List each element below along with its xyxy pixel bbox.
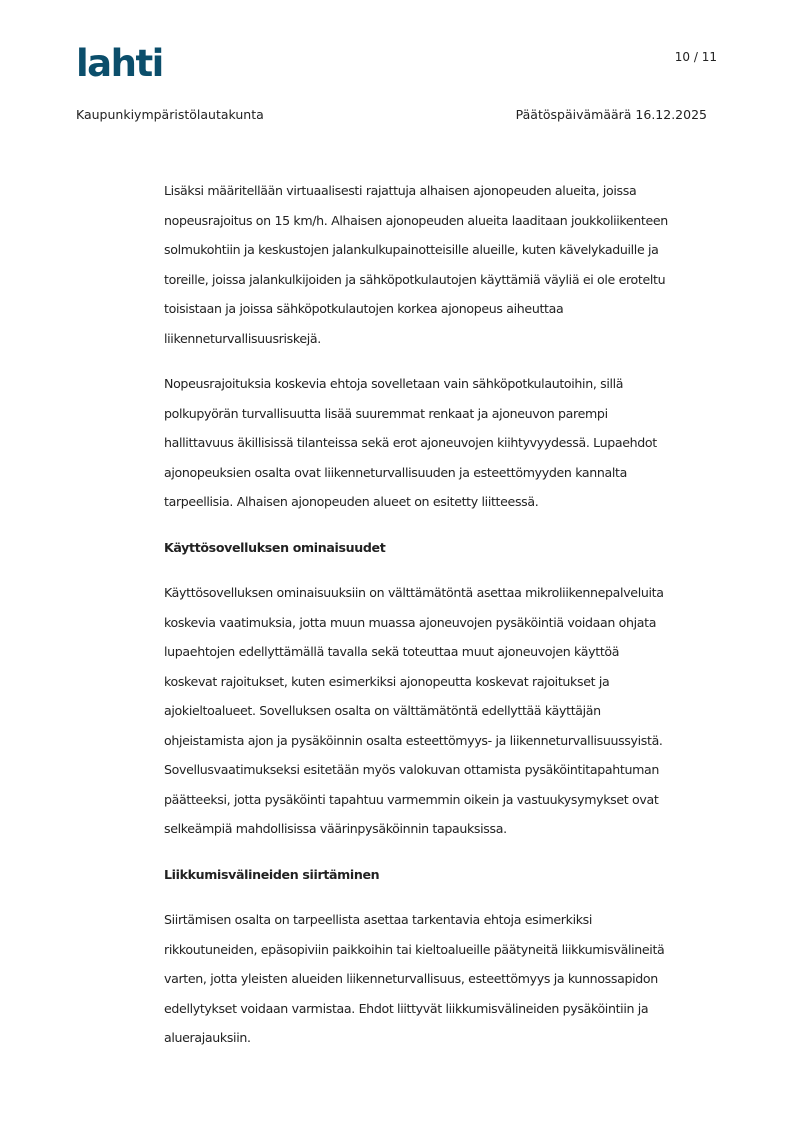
text-line: toreille, joissa jalankulkijoiden ja sähköpotkulautojen käyttämiä väyliä ei ole eroteltu: [164, 271, 666, 287]
text-line: hallittavuus äkillisissä tilanteissa sekä erot ajoneuvojen kiihtyvyydessä. Lupaehdot: [164, 435, 657, 450]
paragraph-vehicle-removal: [164, 905, 724, 1053]
paragraph-app-features: [164, 578, 724, 844]
paragraph-speed-limits: [164, 369, 724, 517]
paragraph-low-speed-areas: [164, 176, 724, 353]
text-line: ohjeistamista ajon ja pysäköinnin osalta esteettömyys- ja liikenneturvallisuussyistä.: [164, 732, 663, 748]
text-line: varten, jotta yleisten alueiden liikenneturvallisuus, esteettömyys ja kunnossapidon: [164, 971, 658, 986]
text-line: koskevat rajoitukset, kuten esimerkiksi ajonopeutta koskevat rajoitukset ja: [164, 673, 610, 689]
text-line: ajonopeuksien osalta ovat liikenneturvallisuuden ja esteettömyyden kannalta: [164, 464, 628, 480]
text-line: Nopeusrajoituksia koskevia ehtoja sovelletaan vain sähköpotkulautoihin, sillä: [164, 376, 624, 391]
text-line: toisistaan ja joissa sähköpotkulautojen korkea ajonopeus aiheuttaa: [164, 301, 564, 316]
text-line: nopeusrajoitus on 15 km/h. Alhaisen ajonopeuden alueita laaditaan joukkoliikenteen: [164, 212, 668, 228]
text-line: Käyttösovelluksen ominaisuuksiin on välttämätöntä asettaa mikroliikennepalveluita: [164, 585, 664, 600]
lahti-logo: lahti: [76, 42, 163, 85]
document-body: [164, 176, 724, 1069]
text-line: liikenneturvallisuusriskejä.: [164, 330, 321, 346]
text-line: selkeämpiä mahdollisissa väärinpysäköinnin tapauksissa.: [164, 821, 507, 836]
text-line: edellytykset voidaan varmistaa. Ehdot liittyvät liikkumisvälineiden pysäköintiin ja: [164, 1000, 649, 1016]
text-line: Lisäksi määritellään virtuaalisesti rajattuja alhaisen ajonopeuden alueita, joissa: [164, 183, 637, 198]
text-line: lupaehtojen edellyttämällä tavalla sekä toteuttaa muut ajoneuvojen käyttöä: [164, 644, 620, 659]
text-line: ajokieltoalueet. Sovelluksen osalta on välttämätöntä edellyttää käyttäjän: [164, 703, 601, 718]
text-line: rikkoutuneiden, epäsopiviin paikkoihin tai kieltoalueille päätyneitä liikkumisvälineitä: [164, 941, 665, 957]
text-line: polkupyörän turvallisuutta lisää suuremmat renkaat ja ajoneuvon parempi: [164, 405, 608, 421]
section-heading-vehicle-removal: Liikkumisvälineiden siirtäminen: [164, 866, 380, 882]
page-number: 10 / 11: [674, 50, 717, 64]
text-line: solmukohtiin ja keskustojen jalankulkupainotteisille alueille, kuten kävelykaduille ja: [164, 242, 659, 257]
text-line: Siirtämisen osalta on tarpeellista asettaa tarkentavia ehtoja esimerkiksi: [164, 912, 593, 927]
text-line: tarpeellisia. Alhaisen ajonopeuden alueet on esitetty liitteessä.: [164, 494, 539, 509]
text-line: Sovellusvaatimukseksi esitetään myös valokuvan ottamista pysäköintitapahtuman: [164, 762, 659, 777]
text-line: aluerajauksiin.: [164, 1030, 251, 1045]
section-heading-app-features: Käyttösovelluksen ominaisuudet: [164, 539, 386, 555]
text-line: päätteeksi, jotta pysäköinti tapahtuu varmemmin oikein ja vastuukysymykset ovat: [164, 791, 659, 807]
organization-name: Kaupunkiympäristölautakunta: [76, 107, 264, 122]
decision-date: Päätöspäivämäärä 16.12.2025: [515, 107, 707, 122]
text-line: koskevia vaatimuksia, jotta muun muassa ajoneuvojen pysäköintiä voidaan ohjata: [164, 614, 657, 630]
